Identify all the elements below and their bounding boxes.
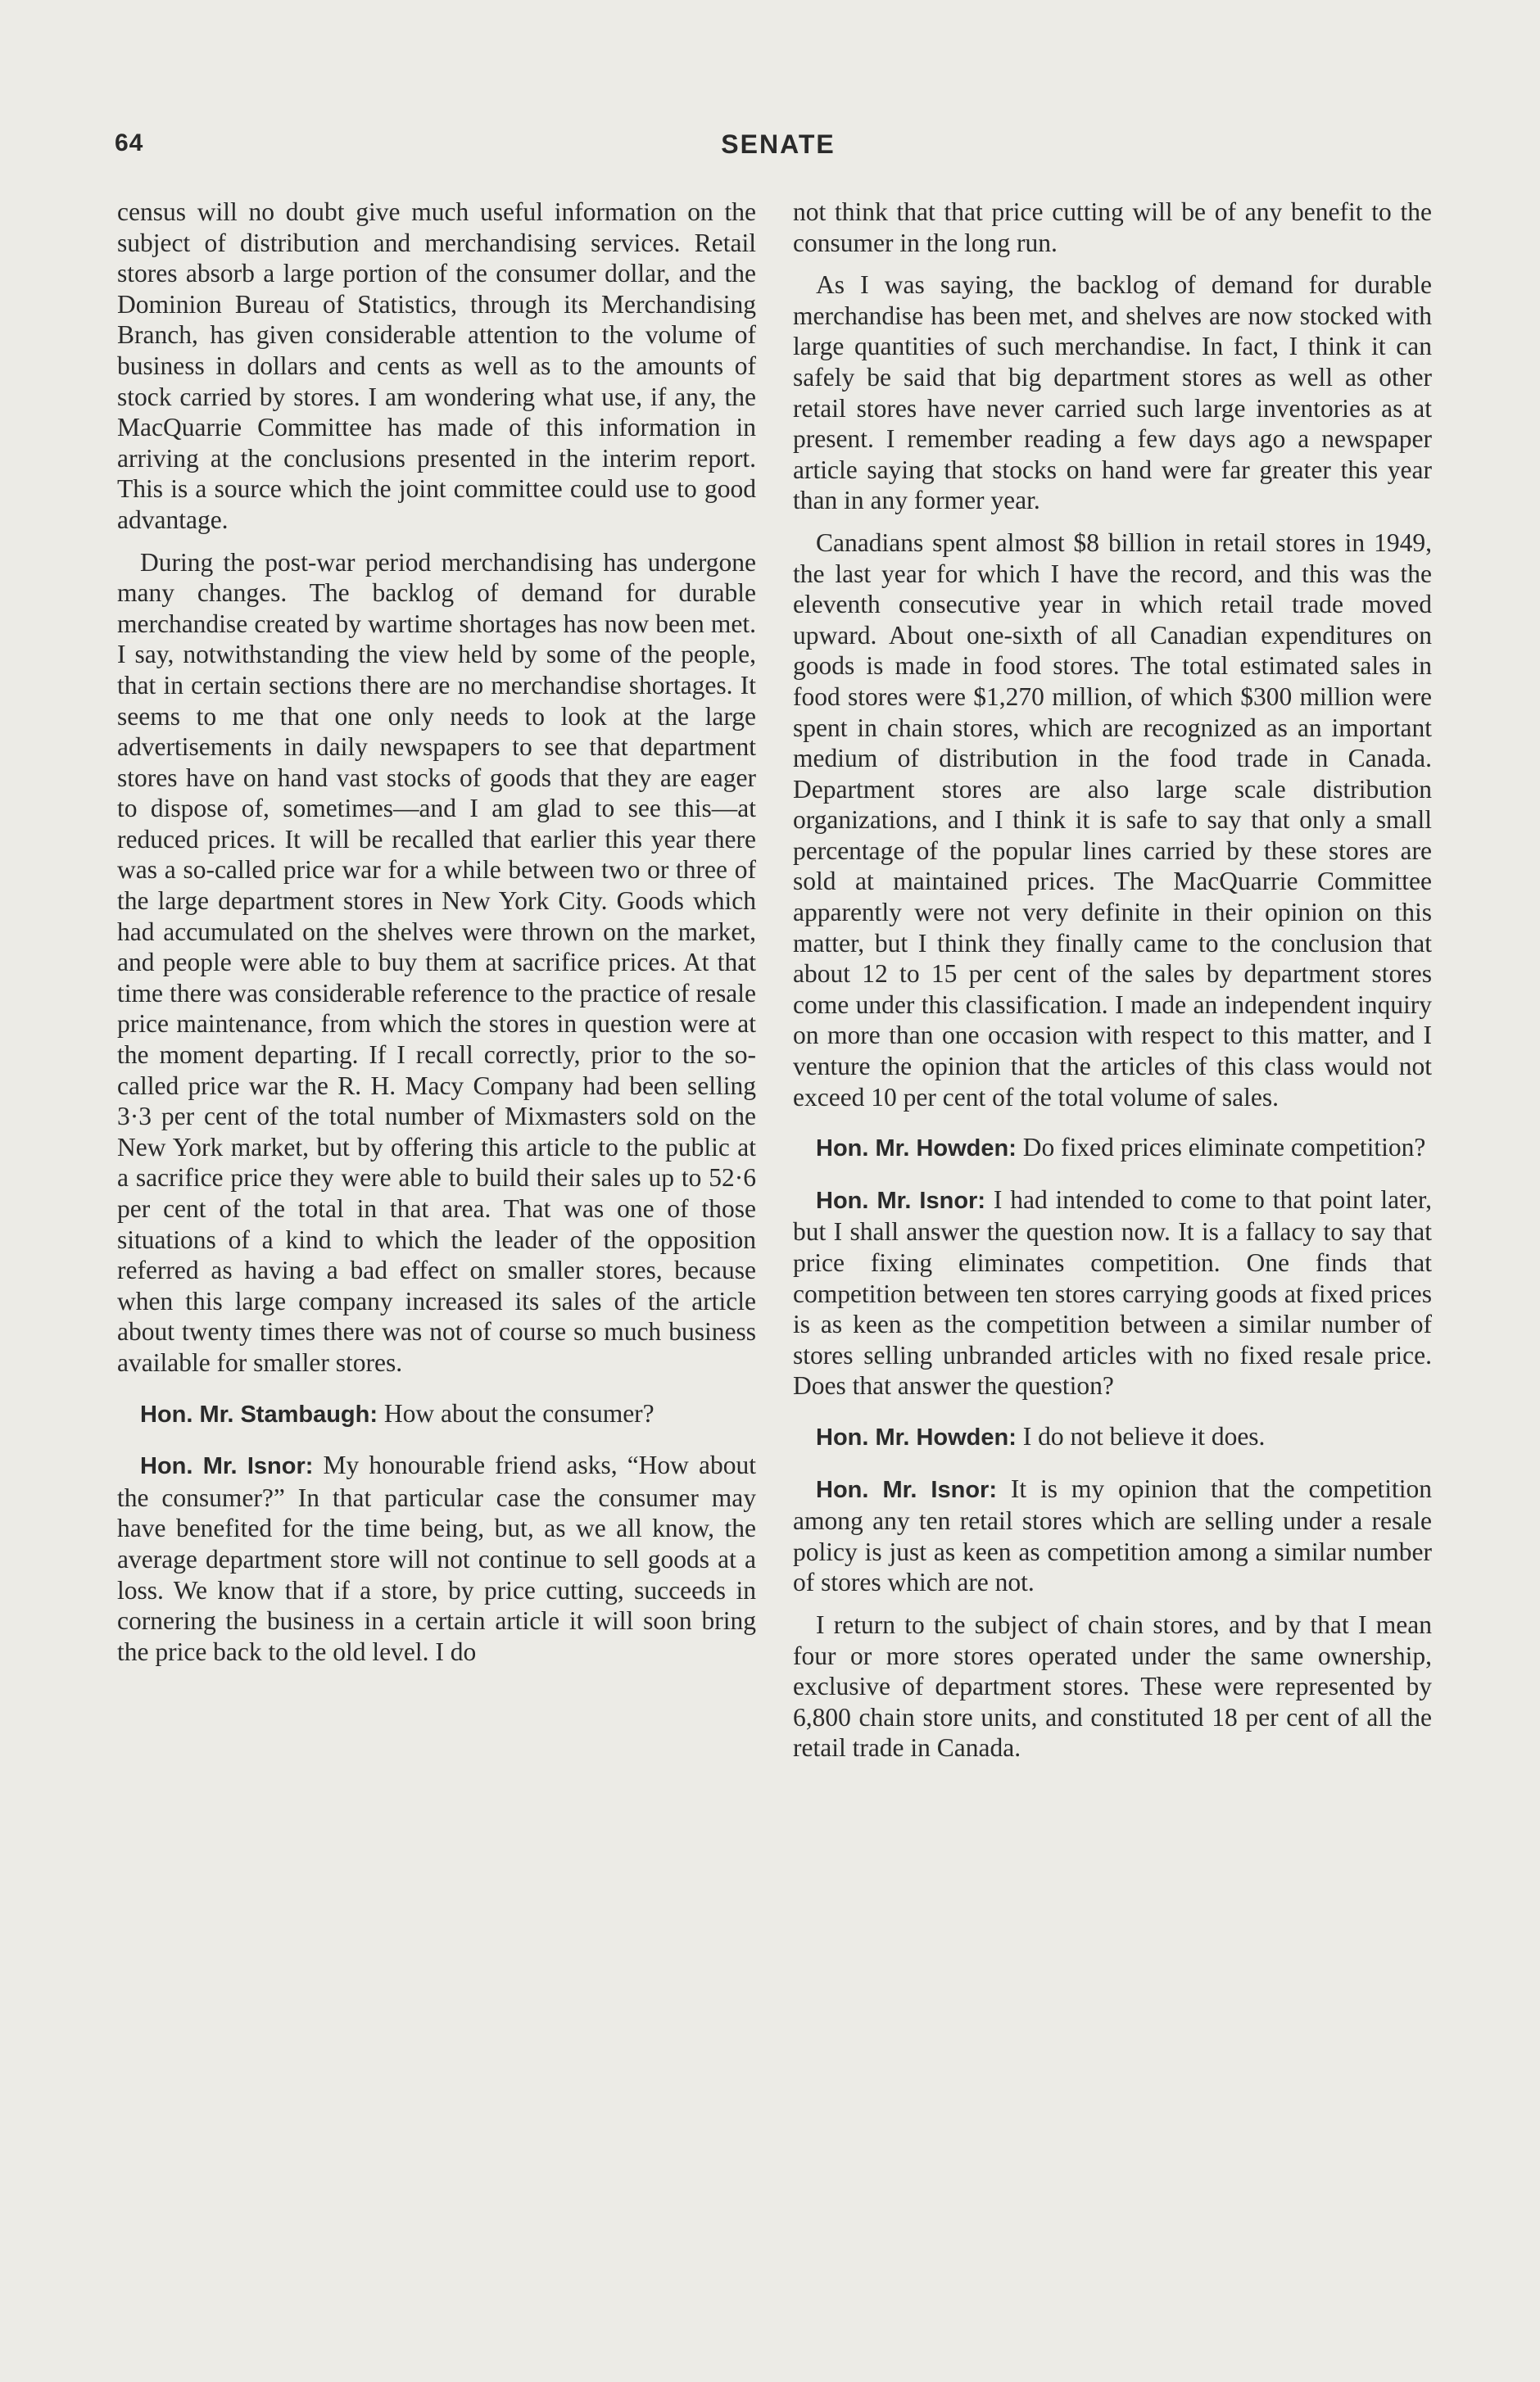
speech-text: My honourable friend asks, “How about the consumer?” In that particular case the consumer may have benefited for the time being, but, as we all know, the average department store will not continue to sell goods at a loss. We know that if a store, by price cutting, succeeds in cornering the business in a certain article it will soon bring the price back to the old level. I do (117, 1451, 756, 1666)
right-column (793, 197, 1432, 1764)
speech-text: I do not believe it does. (1016, 1421, 1266, 1451)
speaker-name: Hon. Mr. Stambaugh: (140, 1401, 378, 1428)
speaker-name: Hon. Mr. Isnor: (816, 1476, 997, 1503)
left-column (117, 197, 756, 1667)
speech-paragraph (793, 1421, 1432, 1454)
speaker-name: Hon. Mr. Howden: (816, 1424, 1017, 1451)
paragraph: During the post-war period merchandising has undergone many changes. The backlog of demand for durable merchandise created by wartime shortages has now been met. I say, notwithstanding the view held by some of the people, that in certain sections there are no merchandise shortages. It seems to me that one only needs to look at the large advertisements in daily newspapers to see that department stores have on hand vast stocks of goods that they are eager to dispose of, sometimes—and I am glad to see this—at reduced prices. It will be recalled that earlier this year there was a so-called price war for a while between two or three of the large department stores in New York City. Goods which had accumulated on the shelves were thrown on the market, and people were able to buy them at sacrifice prices. At that time there was considerable reference to the practice of resale price maintenance, from which the stores in question were at the moment departing. If I recall correctly, prior to the so-called price war the R. H. Macy Company had been selling 3·3 per cent of the total number of Mixmasters sold on the New York market, but by offering this article to the public at a sacrifice price they were able to build their sales up to 52·6 per cent of the total in that area. That was one of those situations of a kind to which the leader of the opposition referred as having a bad effect on smaller stores, because when this large company increased its sales of the article about twenty times there was not of course so much business available for smaller stores. (117, 547, 756, 1377)
speech-paragraph (793, 1132, 1432, 1165)
running-head: SENATE (721, 129, 836, 159)
page-header (115, 129, 1442, 162)
paragraph: I return to the subject of chain stores, and by that I mean four or more stores operated under the same ownership, exclusive of department stores. These were represented by 6,800 chain store units, and constituted 18 per cent of all the retail trade in Canada. (793, 1610, 1432, 1763)
speech-paragraph (793, 1184, 1432, 1402)
speaker-name: Hon. Mr. Isnor: (140, 1453, 314, 1480)
speech-text: It is my opinion that the competition among any ten retail stores which are selling under a resale policy is just as keen as competition among a similar number of stores which are not. (793, 1474, 1432, 1597)
page-number: 64 (115, 129, 144, 156)
speech-paragraph (793, 1474, 1432, 1598)
paragraph: census will no doubt give much useful information on the subject of distribution and merchandising services. Retail stores absorb a large portion of the consumer dollar, and the Dominion Bureau of Statistics, through its Merchandising Branch, has given considerable attention to the volume of business in dollars and cents as well as to the amounts of stock carried by stores. I am wondering what use, if any, the MacQuarrie Committee has made of this information in arriving at the conclusions presented in the interim report. This is a source which the joint committee could use to good advantage. (117, 197, 756, 534)
speaker-name: Hon. Mr. Isnor: (816, 1187, 985, 1214)
speech-text: I had intended to come to that point later, but I shall answer the question now. It is a fallacy to say that price fixing eliminates competition. One finds that competition between ten stores carrying goods at fixed prices is as keen as the competition between a similar number of stores selling unbranded articles with no fixed resale price. Does that answer the question? (793, 1184, 1432, 1401)
paragraph: As I was saying, the backlog of demand for durable merchandise has been met, and shelves are now stocked with large quantities of such merchandise. In fact, I think it can safely be said that big department stores as well as other retail stores have never carried such large inventories as at present. I remember reading a few days ago a newspaper article saying that stocks on hand were far greater this year than in any former year. (793, 270, 1432, 515)
speech-paragraph (117, 1398, 756, 1431)
paragraph: not think that that price cutting will be of any benefit to the consumer in the long run. (793, 197, 1432, 257)
speech-paragraph (117, 1450, 756, 1667)
speaker-name: Hon. Mr. Howden: (816, 1135, 1017, 1162)
speech-text: Do fixed prices eliminate competition? (1016, 1133, 1426, 1162)
paragraph: Canadians spent almost $8 billion in retail stores in 1949, the last year for which I have the record, and this was the eleventh consecutive year in which retail trade moved upward. About one-sixth of all Canadian expenditures on goods is made in food stores. The total estimated sales in food stores were $1,270 million, of which $300 million were spent in chain stores, which are recognized as an important medium of distribution in the food trade in Canada. Department stores are also large scale distribution organizations, and I think it is safe to say that only a small percentage of the popular lines carried by these stores are sold at maintained prices. The MacQuarrie Committee apparently were not very definite in their opinion on this matter, but I think they finally came to the conclusion that about 12 to 15 per cent of the sales by department stores come under this classification. I made an independent inquiry on more than one occasion with respect to this matter, and I venture the opinion that the articles of this class would not exceed 10 per cent of the total volume of sales. (793, 528, 1432, 1112)
speech-text: How about the consumer? (378, 1398, 654, 1428)
